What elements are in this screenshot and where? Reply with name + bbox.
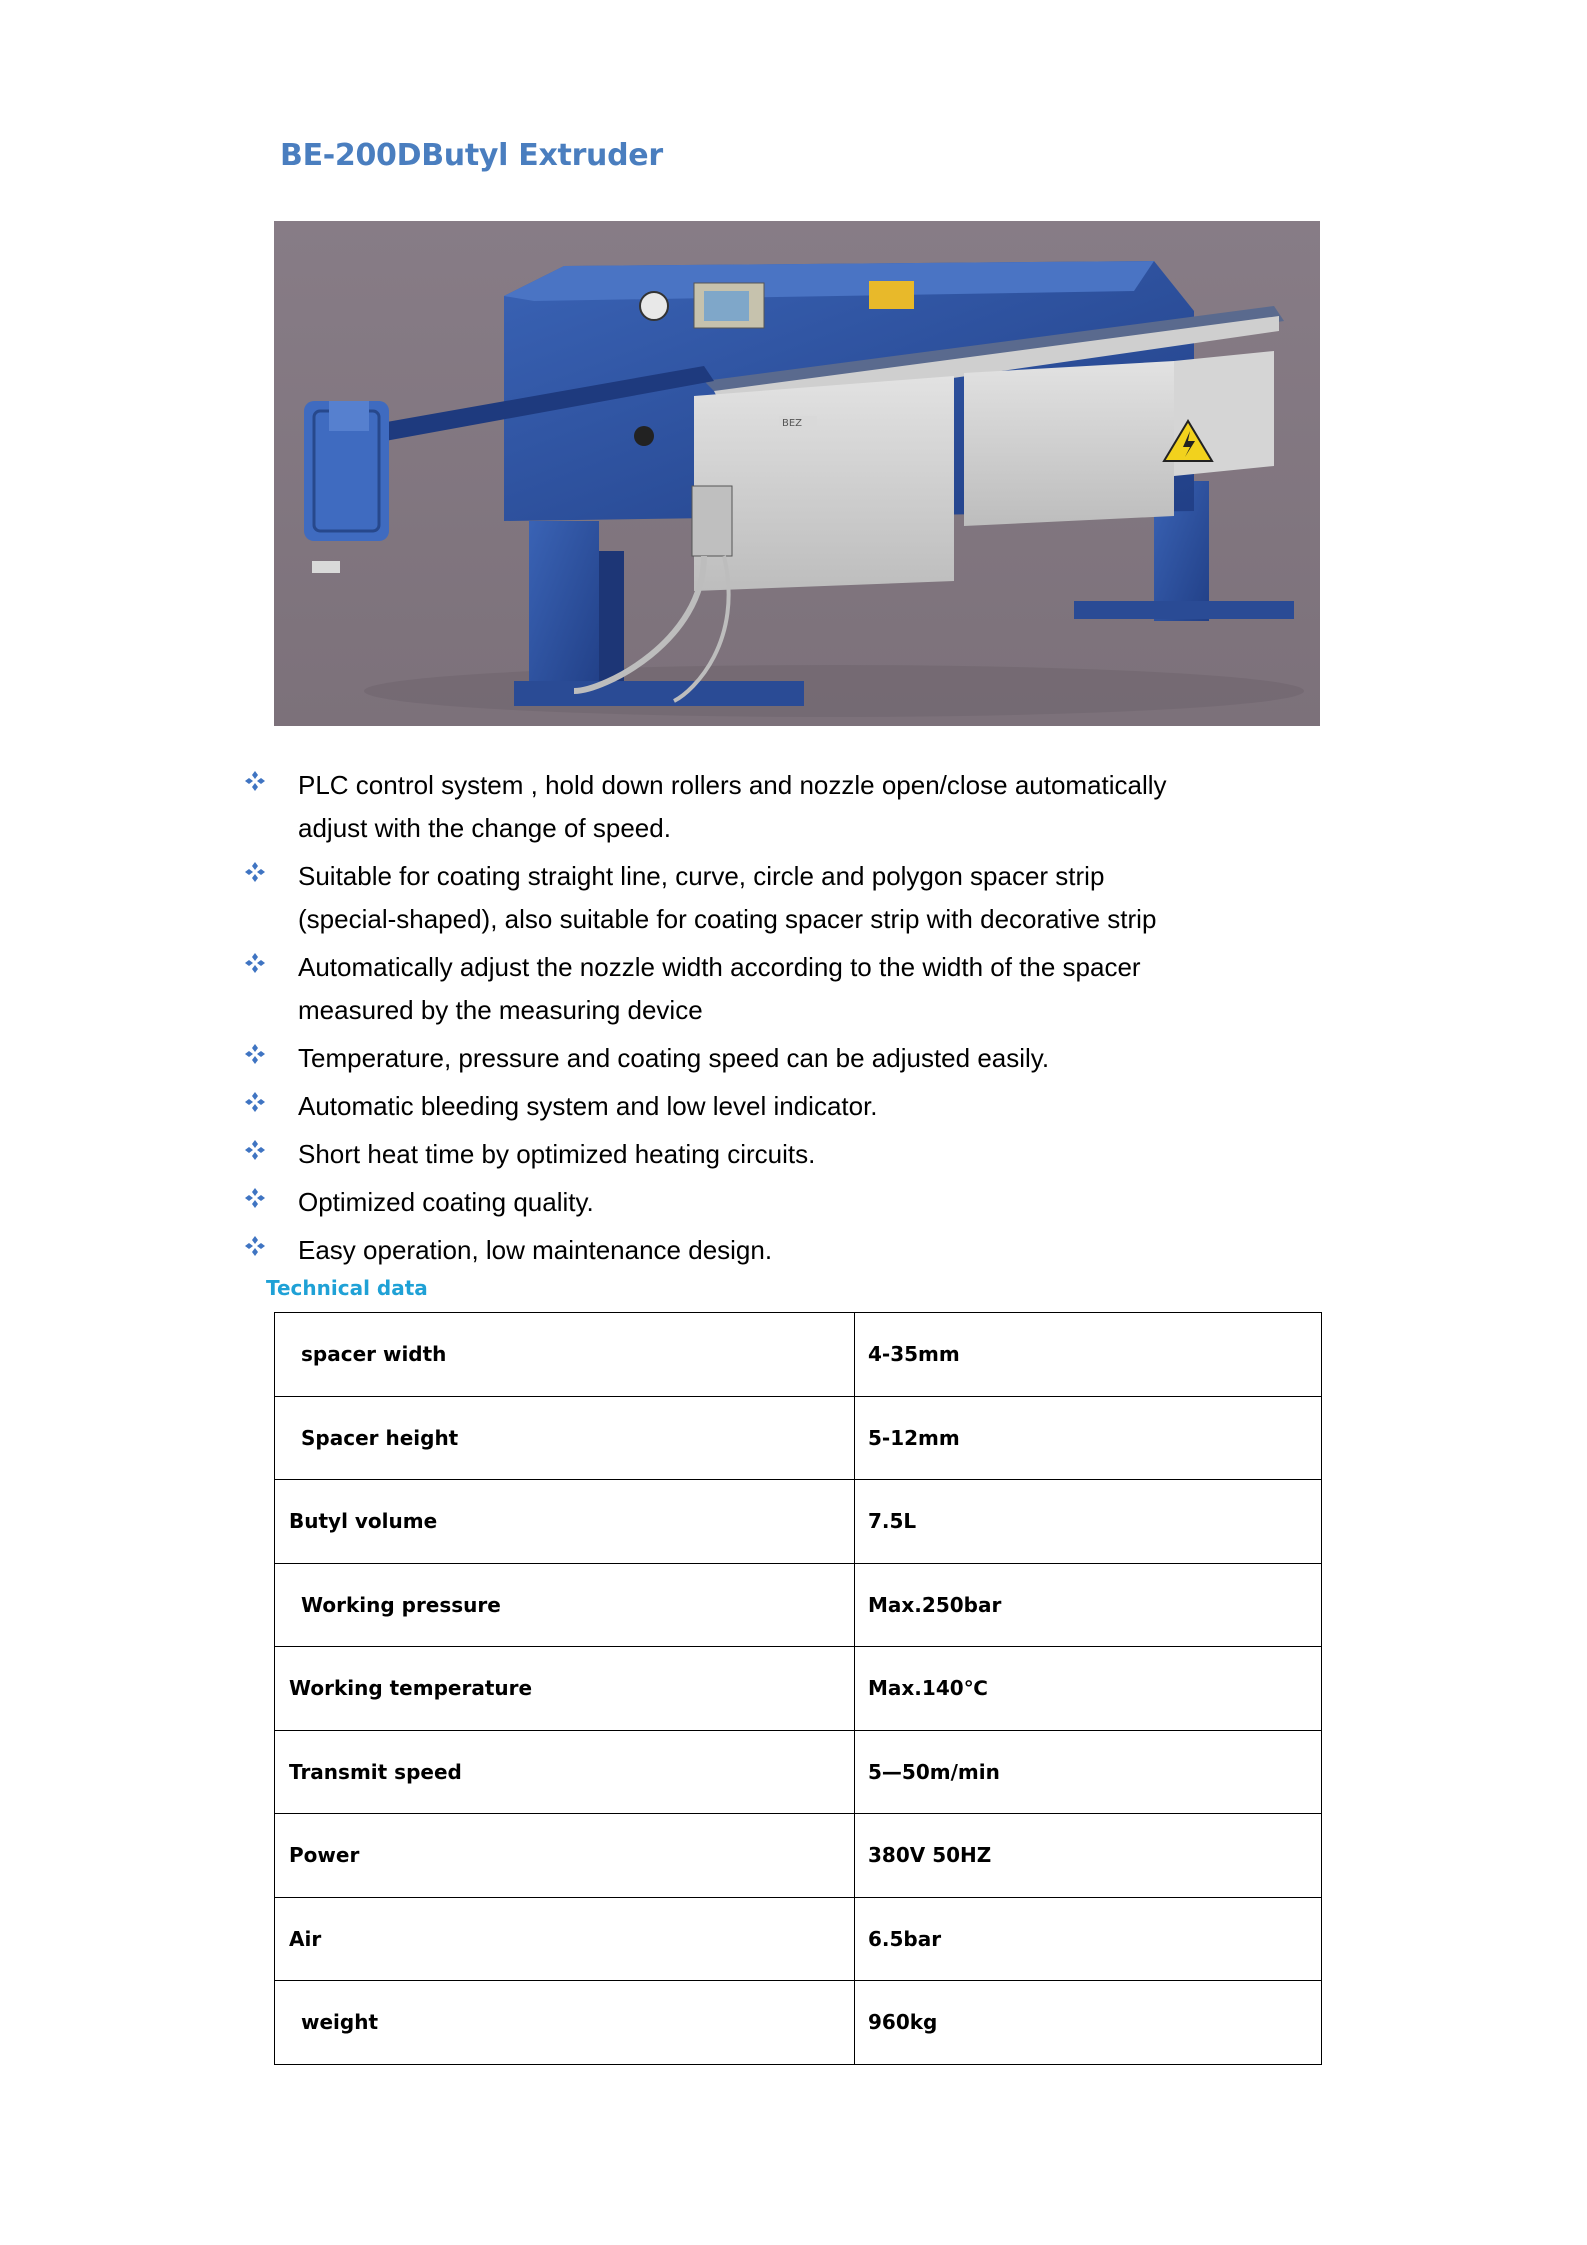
spec-value: 7.5L: [868, 1509, 917, 1534]
table-row: [275, 1313, 1322, 1397]
feature-line: Suitable for coating straight line, curve, circle and polygon spacer strip: [298, 861, 1105, 891]
feature-item: [240, 946, 1290, 1032]
spec-value: Max.250bar: [868, 1592, 1002, 1617]
spec-value-cell: [855, 1396, 1322, 1480]
spec-label: weight: [301, 2010, 379, 2035]
spec-label: spacer width: [301, 1342, 447, 1367]
spec-label-cell: [275, 1897, 855, 1981]
spec-label: Butyl volume: [289, 1509, 438, 1534]
table-row: [275, 1480, 1322, 1564]
feature-line: adjust with the change of speed.: [298, 813, 671, 843]
spec-label-cell: [275, 1981, 855, 2065]
feature-line: (special-shaped), also suitable for coating spacer strip with decorative strip: [298, 904, 1157, 934]
spec-label: Air: [289, 1926, 322, 1951]
spec-label-cell: [275, 1313, 855, 1397]
spec-label: Working pressure: [301, 1592, 501, 1617]
feature-line: Easy operation, low maintenance design.: [298, 1235, 773, 1265]
table-row: [275, 1647, 1322, 1731]
spec-value: 960kg: [868, 2010, 938, 2035]
spec-label-cell: [275, 1647, 855, 1731]
diamond-bullet-icon: [244, 861, 266, 883]
spec-value: 5—50m/min: [868, 1759, 1000, 1784]
spec-value: 380V 50HZ: [868, 1843, 992, 1868]
feature-item: [240, 1085, 1290, 1128]
bez-label: BEZ: [782, 418, 803, 429]
feature-line: measured by the measuring device: [298, 995, 703, 1025]
feature-list: [240, 764, 1290, 1277]
spec-label: Power: [289, 1843, 360, 1868]
spec-value: Max.140℃: [868, 1676, 988, 1701]
feature-line: Automatically adjust the nozzle width according to the width of the spacer: [298, 952, 1141, 982]
spec-value-cell: [855, 1313, 1322, 1397]
product-photo: [274, 221, 1320, 726]
diamond-bullet-icon: [244, 1091, 266, 1113]
diamond-bullet-icon: [244, 1139, 266, 1161]
feature-line: PLC control system , hold down rollers and nozzle open/close automatically: [298, 770, 1167, 800]
table-row: [275, 1563, 1322, 1647]
spec-label-cell: [275, 1563, 855, 1647]
spec-label-cell: [275, 1814, 855, 1898]
table-row: [275, 1897, 1322, 1981]
spec-value-cell: [855, 1647, 1322, 1731]
feature-line: Temperature, pressure and coating speed can be adjusted easily.: [298, 1043, 1050, 1073]
table-row: [275, 1396, 1322, 1480]
spec-value-cell: [855, 1981, 1322, 2065]
spec-label: Working temperature: [289, 1676, 533, 1701]
table-row: [275, 1814, 1322, 1898]
technical-data-table: [274, 1312, 1322, 2065]
diamond-bullet-icon: [244, 952, 266, 974]
spec-value-cell: [855, 1730, 1322, 1814]
feature-item: [240, 1181, 1290, 1224]
page-title: BE-200DButyl Extruder: [280, 138, 663, 173]
feature-item: [240, 1037, 1290, 1080]
feature-line: Optimized coating quality.: [298, 1187, 594, 1217]
spec-value: 5-12mm: [868, 1425, 960, 1450]
spec-label-cell: [275, 1480, 855, 1564]
diamond-bullet-icon: [244, 1187, 266, 1209]
feature-line: Automatic bleeding system and low level indicator.: [298, 1091, 878, 1121]
spec-value: 4-35mm: [868, 1342, 960, 1367]
diamond-bullet-icon: [244, 1043, 266, 1065]
feature-item: [240, 1133, 1290, 1176]
spec-label: Transmit speed: [289, 1759, 462, 1784]
spec-label: Spacer height: [301, 1425, 459, 1450]
table-row: [275, 1730, 1322, 1814]
feature-item: [240, 855, 1290, 941]
feature-item: [240, 1229, 1290, 1272]
spec-label-cell: [275, 1730, 855, 1814]
butyl-extruder-illustration: [274, 221, 1320, 726]
feature-line: Short heat time by optimized heating circuits.: [298, 1139, 816, 1169]
technical-data-heading: Technical data: [266, 1276, 428, 1300]
feature-item: [240, 764, 1290, 850]
spec-value-cell: [855, 1897, 1322, 1981]
spec-label-cell: [275, 1396, 855, 1480]
diamond-bullet-icon: [244, 1235, 266, 1257]
spec-value: 6.5bar: [868, 1926, 942, 1951]
spec-value-cell: [855, 1563, 1322, 1647]
spec-value-cell: [855, 1814, 1322, 1898]
spec-value-cell: [855, 1480, 1322, 1564]
table-row: [275, 1981, 1322, 2065]
diamond-bullet-icon: [244, 770, 266, 792]
